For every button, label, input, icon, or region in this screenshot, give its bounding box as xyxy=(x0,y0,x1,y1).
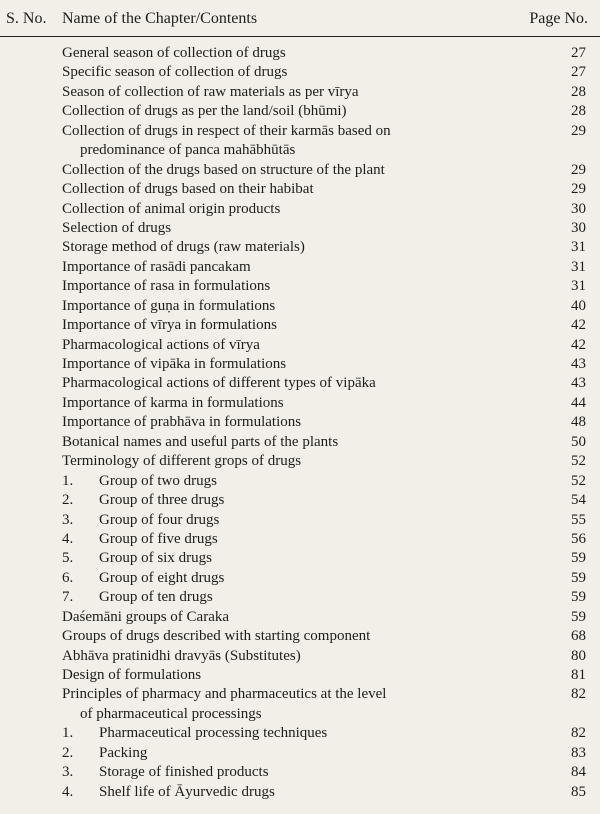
item-title: Shelf life of Āyurvedic drugs xyxy=(99,783,275,800)
contents-row xyxy=(0,122,600,141)
page-number: 52 xyxy=(571,453,586,470)
contents-row xyxy=(0,530,600,549)
item-title: Season of collection of raw materials as per vīrya xyxy=(62,83,359,100)
page-number: 40 xyxy=(571,297,586,314)
item-title: Principles of pharmacy and pharmaceutics at the level xyxy=(62,686,387,703)
header-sno: S. No. xyxy=(6,10,47,27)
item-title: Storage method of drugs (raw materials) xyxy=(62,239,305,256)
contents-row xyxy=(0,413,600,432)
item-number: 2. xyxy=(62,744,74,761)
item-title: Collection of the drugs based on structure of the plant xyxy=(62,161,385,178)
page-number: 43 xyxy=(571,375,586,392)
item-title: Importance of guṇa in formulations xyxy=(62,297,276,314)
page-number: 59 xyxy=(571,589,586,606)
contents-row xyxy=(0,394,600,413)
item-title: Botanical names and useful parts of the plants xyxy=(62,433,339,450)
contents-row xyxy=(0,277,600,296)
item-title: Collection of animal origin products xyxy=(62,200,281,217)
contents-row xyxy=(0,763,600,782)
item-title: Importance of karma in formulations xyxy=(62,394,284,411)
contents-row xyxy=(0,647,600,666)
page-number: 50 xyxy=(571,433,586,450)
header-name: Name of the Chapter/Contents xyxy=(62,10,258,27)
page-number: 52 xyxy=(571,472,586,489)
contents-row xyxy=(0,355,600,374)
contents-list xyxy=(0,44,600,802)
item-title: Group of two drugs xyxy=(99,472,217,489)
page-number: 81 xyxy=(571,667,586,683)
header-page-no: Page No. xyxy=(529,10,588,27)
contents-row xyxy=(0,685,600,704)
item-title: Importance of rasa in formulations xyxy=(62,278,271,295)
contents-row xyxy=(0,491,600,510)
item-title: Groups of drugs described with starting component xyxy=(62,628,371,645)
page-number: 55 xyxy=(571,511,586,528)
contents-row xyxy=(0,588,600,607)
contents-row xyxy=(0,219,600,238)
page-number: 44 xyxy=(571,394,586,411)
contents-row xyxy=(0,200,600,219)
contents-row xyxy=(0,666,600,685)
contents-row xyxy=(0,258,600,277)
item-title: Importance of rasādi pancakam xyxy=(62,258,251,275)
contents-row xyxy=(0,63,600,82)
contents-row xyxy=(0,180,600,199)
contents-row xyxy=(0,608,600,627)
item-title: Pharmacological actions of vīrya xyxy=(62,336,260,353)
item-title: Packing xyxy=(99,744,148,761)
page-number: 42 xyxy=(571,317,586,334)
contents-row xyxy=(0,297,600,316)
page-number: 28 xyxy=(571,103,586,120)
page-number: 54 xyxy=(571,492,586,509)
page-number: 29 xyxy=(571,122,586,139)
contents-row xyxy=(0,44,600,63)
item-title: Group of five drugs xyxy=(99,530,218,547)
contents-row xyxy=(0,238,600,257)
item-title: Abhāva pratinidhi dravyās (Substitutes) xyxy=(62,647,301,664)
contents-row xyxy=(0,472,600,491)
item-title: Selection of drugs xyxy=(62,219,172,236)
item-title: predominance of panca mahābhūtās xyxy=(80,142,296,159)
item-title: Importance of prabhāva in formulations xyxy=(62,414,302,431)
page-number: 82 xyxy=(571,725,586,742)
item-number: 2. xyxy=(62,492,74,509)
page-number: 28 xyxy=(571,83,586,100)
item-title: Importance of vīrya in formulations xyxy=(62,317,277,334)
item-title: Importance of vipāka in formulations xyxy=(62,356,287,372)
page-number: 31 xyxy=(571,278,586,295)
page-number: 31 xyxy=(571,258,586,275)
page-number: 56 xyxy=(571,530,586,547)
contents-row xyxy=(0,336,600,355)
item-number: 3. xyxy=(62,764,74,781)
page-number: 27 xyxy=(571,45,586,61)
item-number: 6. xyxy=(62,569,74,586)
page-number: 59 xyxy=(571,608,586,625)
item-title: of pharmaceutical processings xyxy=(80,705,262,722)
page-number: 68 xyxy=(571,628,586,645)
item-title: Group of four drugs xyxy=(99,511,220,528)
contents-row xyxy=(0,374,600,393)
item-number: 4. xyxy=(62,530,74,547)
page-number: 42 xyxy=(571,336,586,353)
item-title: Group of ten drugs xyxy=(99,589,213,606)
page-number: 29 xyxy=(571,161,586,178)
contents-row xyxy=(0,433,600,452)
page-number: 59 xyxy=(571,569,586,586)
item-title: Pharmacological actions of different types of vipāka xyxy=(62,375,376,392)
item-title: General season of collection of drugs xyxy=(62,45,286,61)
page-number: 30 xyxy=(571,219,586,236)
item-title: Collection of drugs as per the land/soil (bhūmi) xyxy=(62,103,347,120)
item-number: 1. xyxy=(62,725,74,742)
contents-row xyxy=(0,452,600,471)
contents-row xyxy=(0,627,600,646)
item-title: Design of formulations xyxy=(62,667,202,683)
item-title: Group of three drugs xyxy=(99,492,225,509)
contents-row xyxy=(0,102,600,121)
contents-row xyxy=(0,705,600,724)
page-number: 29 xyxy=(571,181,586,198)
page-number: 59 xyxy=(571,550,586,567)
item-number: 3. xyxy=(62,511,74,528)
page-number: 43 xyxy=(571,356,586,372)
page-number: 84 xyxy=(571,764,586,781)
contents-row xyxy=(0,783,600,802)
table-header xyxy=(0,0,600,37)
item-title: Storage of finished products xyxy=(99,764,269,781)
page-number: 80 xyxy=(571,647,586,664)
contents-row xyxy=(0,724,600,743)
item-number: 5. xyxy=(62,550,74,567)
contents-row xyxy=(0,744,600,763)
page-number: 83 xyxy=(571,744,586,761)
contents-row xyxy=(0,316,600,335)
item-title: Collection of drugs in respect of their karmās based on xyxy=(62,122,391,139)
item-title: Specific season of collection of drugs xyxy=(62,64,288,81)
contents-row xyxy=(0,141,600,160)
item-number: 7. xyxy=(62,589,74,606)
item-title: Pharmaceutical processing techniques xyxy=(99,725,328,742)
item-title: Terminology of different grops of drugs xyxy=(62,453,302,470)
page-number: 85 xyxy=(571,783,586,800)
item-title: Group of six drugs xyxy=(99,550,212,567)
contents-row xyxy=(0,511,600,530)
contents-row xyxy=(0,569,600,588)
item-title: Collection of drugs based on their habibat xyxy=(62,181,314,198)
contents-row xyxy=(0,83,600,102)
item-number: 1. xyxy=(62,472,74,489)
item-title: Daśemāni groups of Caraka xyxy=(62,608,230,625)
item-number: 4. xyxy=(62,783,74,800)
page-number: 82 xyxy=(571,686,586,703)
page-number: 31 xyxy=(571,239,586,256)
page-number: 27 xyxy=(571,64,586,81)
page-number: 48 xyxy=(571,414,586,431)
item-title: Group of eight drugs xyxy=(99,569,225,586)
contents-row xyxy=(0,161,600,180)
contents-row xyxy=(0,549,600,568)
page-number: 30 xyxy=(571,200,586,217)
